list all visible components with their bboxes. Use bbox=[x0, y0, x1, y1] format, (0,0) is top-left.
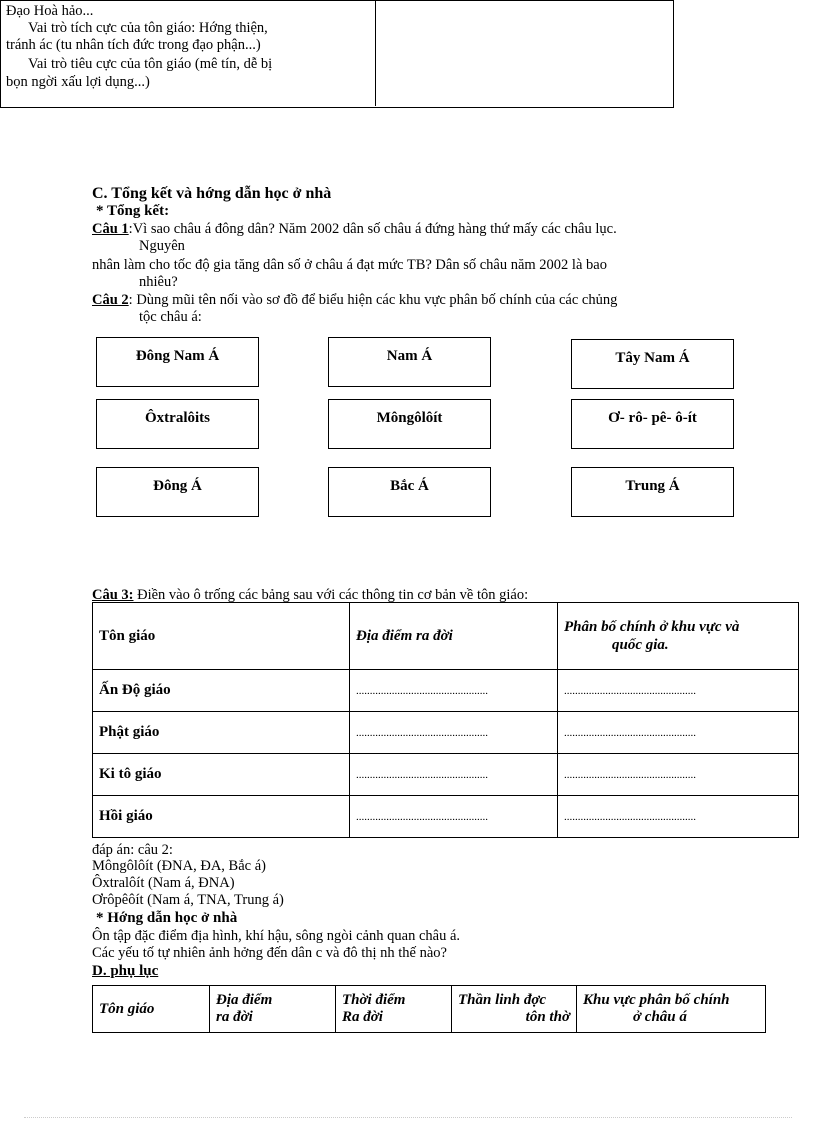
box-nam-a: Nam Á bbox=[328, 337, 491, 387]
cau3-text: Điền vào ô trống các bảng sau với các thông tin cơ bản về tôn giáo: bbox=[133, 587, 529, 603]
box-mongoloit: Môngôlôít bbox=[328, 399, 491, 449]
box-bac-a: Bắc Á bbox=[328, 467, 491, 517]
cau1-line2: Nguyên bbox=[139, 238, 185, 254]
answer-line-4: Ơrôpêôít (Nam á, TNA, Trung á) bbox=[92, 892, 284, 908]
cau1-line3: nhân làm cho tốc độ gia tăng dân số ở châu á đạt mức TB? Dân số châu năm 2002 là bao bbox=[92, 257, 607, 273]
cau1-label: Câu 1 bbox=[92, 221, 129, 237]
box-trung-a: Trung Á bbox=[571, 467, 734, 517]
tong-ket-heading: * Tổng kết: bbox=[96, 203, 170, 219]
religion-table bbox=[92, 602, 799, 838]
table-row bbox=[93, 796, 799, 838]
appendix-header-dia-diem bbox=[210, 986, 336, 1033]
row-blank-1[interactable]: ................................................ bbox=[350, 796, 558, 838]
top-table bbox=[0, 0, 674, 108]
cau2-line2: tộc châu á: bbox=[139, 309, 202, 325]
box-dong-a: Đông Á bbox=[96, 467, 259, 517]
box-oropeoit: Ơ- rô- pê- ô-ít bbox=[571, 399, 734, 449]
row-blank-1[interactable]: ................................................ bbox=[350, 670, 558, 712]
appendix-h2-l1: Thời điểm bbox=[342, 992, 406, 1008]
box-oxtraloits: Ôxtralôits bbox=[96, 399, 259, 449]
appendix-h4-l2: ở châu á bbox=[633, 1009, 687, 1025]
row-blank-2[interactable]: ................................................ bbox=[558, 754, 799, 796]
hd-line-2: Các yếu tố tự nhiên ảnh hởng đến dân c và đô thị nh thế nào? bbox=[92, 945, 447, 961]
row-blank-2[interactable]: ................................................ bbox=[558, 712, 799, 754]
table-row bbox=[93, 754, 799, 796]
box-dong-nam-a: Đông Nam Á bbox=[96, 337, 259, 387]
table-row bbox=[93, 712, 799, 754]
row-blank-1[interactable]: ................................................ bbox=[350, 754, 558, 796]
appendix-h3-l1: Thần linh đợc bbox=[458, 992, 547, 1008]
header-phan-bo bbox=[558, 603, 799, 670]
cau1-text1: :Vì sao châu á đông dân? Năm 2002 dân số châu á đứng hàng thứ mấy các châu lục. bbox=[128, 221, 617, 237]
row-blank-1[interactable]: ................................................ bbox=[350, 712, 558, 754]
row-name: Ấn Độ giáo bbox=[93, 670, 350, 712]
appendix-header-row bbox=[93, 986, 766, 1033]
hd-line-1: Ôn tập đặc điểm địa hình, khí hậu, sông ngòi cảnh quan châu á. bbox=[92, 928, 461, 944]
answer-line-3: Ôxtralôít (Nam á, ĐNA) bbox=[92, 875, 235, 891]
religion-table-header bbox=[93, 603, 799, 670]
cau2-text1: : Dùng mũi tên nối vào sơ đồ để biểu hiện các khu vực phân bố chính của các chủng bbox=[128, 292, 618, 308]
top-table-left-cell bbox=[0, 0, 376, 106]
top-line-4: Vai trò tiêu cực của tôn giáo (mê tín, dễ bị bbox=[28, 56, 273, 72]
row-name: Phật giáo bbox=[93, 712, 350, 754]
box-tay-nam-a: Tây Nam Á bbox=[571, 339, 734, 389]
appendix-header-than-linh bbox=[452, 986, 577, 1033]
appendix-h1-l1: Địa điểm bbox=[216, 992, 273, 1008]
cau3-line bbox=[92, 587, 528, 603]
top-line-2: Vai trò tích cực của tôn giáo: Hớng thiện, bbox=[28, 20, 268, 36]
cau2-label: Câu 2 bbox=[92, 292, 129, 308]
appendix-h1-l2: ra đời bbox=[216, 1009, 253, 1025]
answer-line-1: đáp án: câu 2: bbox=[92, 842, 173, 858]
section-c-title: C. Tổng kết và hớng dẫn học ở nhà bbox=[92, 185, 332, 202]
header-phan-bo-l1: Phân bố chính ở khu vực và bbox=[564, 619, 740, 635]
header-dia-diem: Địa điểm ra đời bbox=[350, 603, 558, 670]
appendix-header-ton-giao bbox=[93, 986, 210, 1033]
appendix-h4-l1: Khu vực phân bố chính bbox=[583, 992, 730, 1008]
top-line-5: bọn ngời xấu lợi dụng...) bbox=[6, 74, 150, 90]
answer-line-2: Môngôlôít (ĐNA, ĐA, Bắc á) bbox=[92, 858, 266, 874]
cau3-label: Câu 3: bbox=[92, 587, 134, 603]
appendix-h0-l1: Tôn giáo bbox=[99, 1000, 155, 1017]
appendix-header-khu-vuc bbox=[577, 986, 766, 1033]
row-blank-2[interactable]: ................................................ bbox=[558, 796, 799, 838]
row-name: Ki tô giáo bbox=[93, 754, 350, 796]
cau1-line1 bbox=[92, 221, 617, 237]
header-ton-giao: Tôn giáo bbox=[93, 603, 350, 670]
huong-dan-heading: * Hớng dẫn học ở nhà bbox=[96, 910, 238, 926]
table-row bbox=[93, 670, 799, 712]
row-blank-2[interactable]: ................................................ bbox=[558, 670, 799, 712]
cau1-line4: nhiêu? bbox=[139, 274, 178, 290]
section-d-title: D. phụ lục bbox=[92, 963, 159, 979]
page-bottom-divider bbox=[24, 1117, 792, 1118]
appendix-h3-l2: tôn thờ bbox=[525, 1009, 570, 1025]
header-phan-bo-l2: quốc gia. bbox=[612, 637, 669, 653]
top-line-1: Đạo Hoà hảo... bbox=[6, 3, 94, 19]
top-line-3: tránh ác (tu nhân tích đức trong đạo phận...) bbox=[6, 37, 261, 53]
appendix-table bbox=[92, 985, 766, 1033]
appendix-h2-l2: Ra đời bbox=[342, 1009, 383, 1025]
cau2-line1 bbox=[92, 292, 617, 308]
row-name: Hồi giáo bbox=[93, 796, 350, 838]
appendix-header-thoi-diem bbox=[336, 986, 452, 1033]
